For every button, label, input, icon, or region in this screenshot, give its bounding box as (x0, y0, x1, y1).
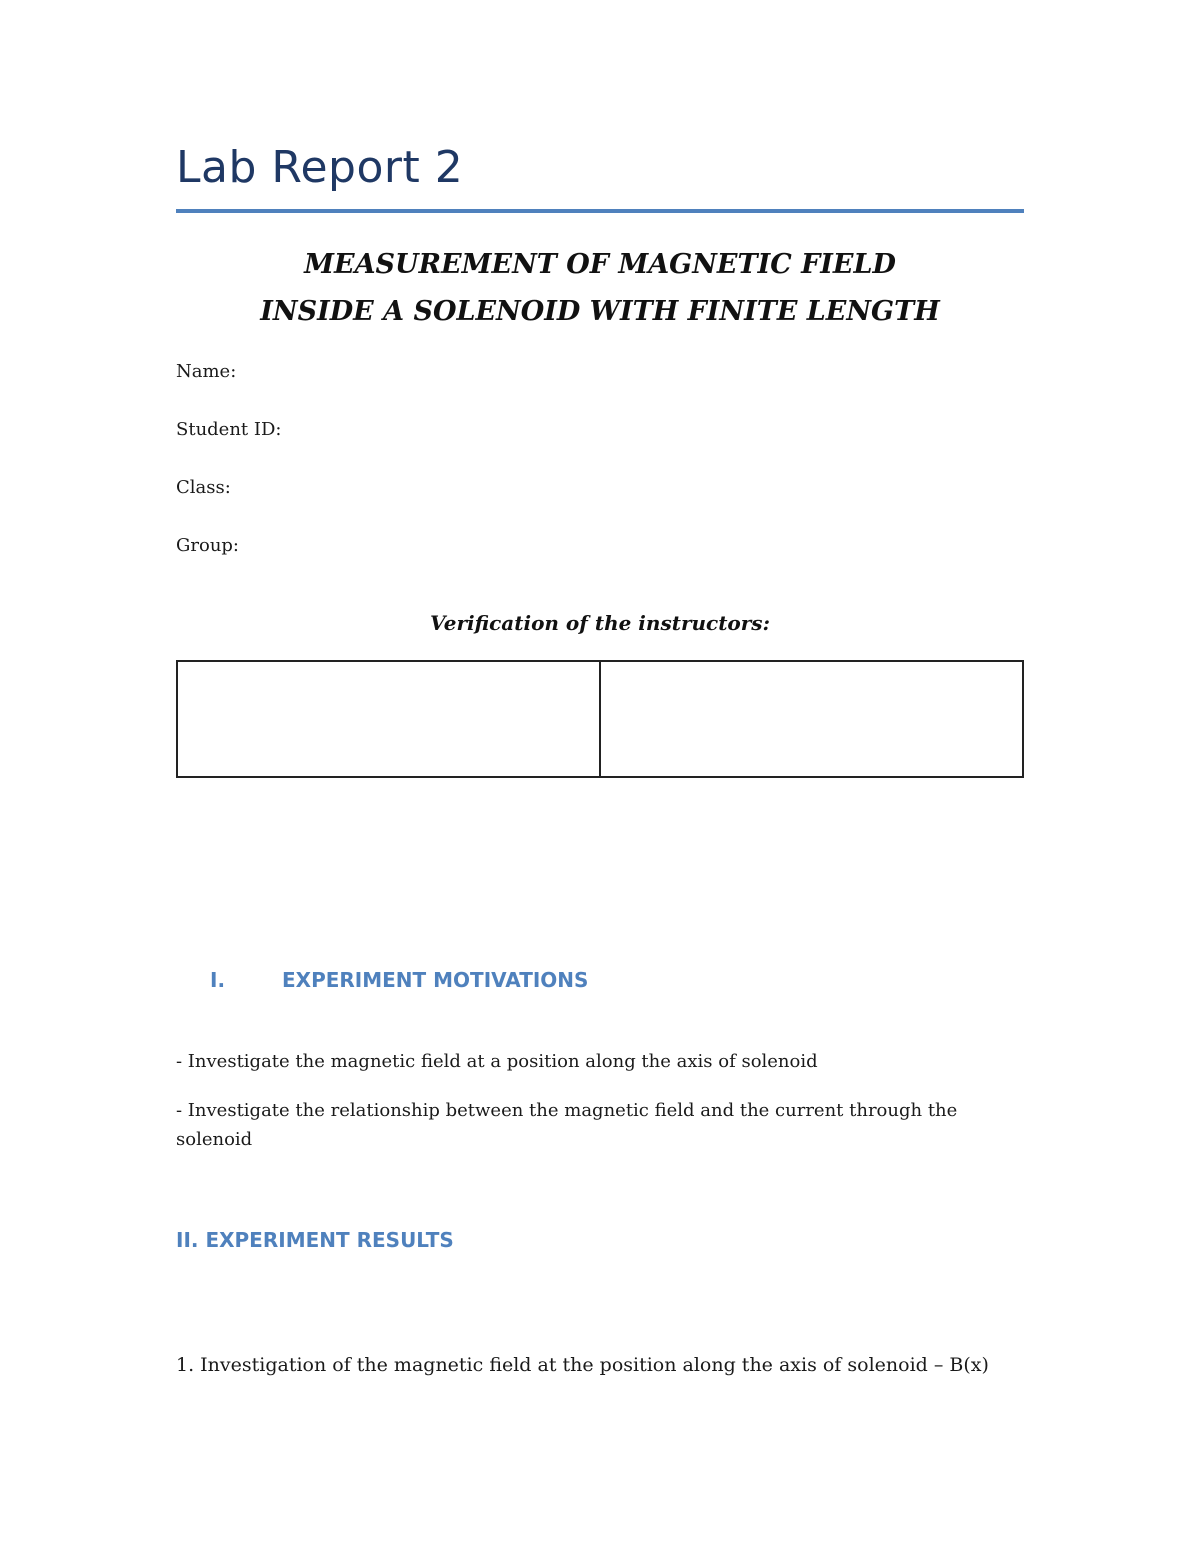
subtitle-line-1: MEASUREMENT OF MAGNETIC FIELD (304, 249, 896, 280)
motivation-bullet-2: - Investigate the relationship between the magnetic field and the current through the solenoid (176, 1100, 958, 1150)
verification-table-row (177, 661, 1023, 777)
student-id-field-label: Student ID: (176, 419, 282, 440)
verification-heading: Verification of the instructors: (430, 611, 770, 635)
results-item-1: 1. Investigation of the magnetic field at the position along the axis of solenoid – B(x) (176, 1354, 989, 1376)
section-2-title: II. EXPERIMENT RESULTS (176, 1228, 454, 1252)
document-title: Lab Report 2 (176, 142, 464, 193)
verification-cell-right (600, 661, 1023, 777)
subtitle-line-2: INSIDE A SOLENOID WITH FINITE LENGTH (260, 296, 940, 327)
verification-cell-left (177, 661, 600, 777)
section-1-title: EXPERIMENT MOTIVATIONS (282, 968, 589, 992)
name-field-label: Name: (176, 361, 237, 382)
section-1-number: I. (210, 968, 226, 992)
motivation-bullet-1: - Investigate the magnetic field at a position along the axis of solenoid (176, 1051, 818, 1072)
group-field-label: Group: (176, 535, 239, 556)
verification-table (176, 660, 1024, 778)
class-field-label: Class: (176, 477, 231, 498)
title-underline (176, 209, 1024, 213)
